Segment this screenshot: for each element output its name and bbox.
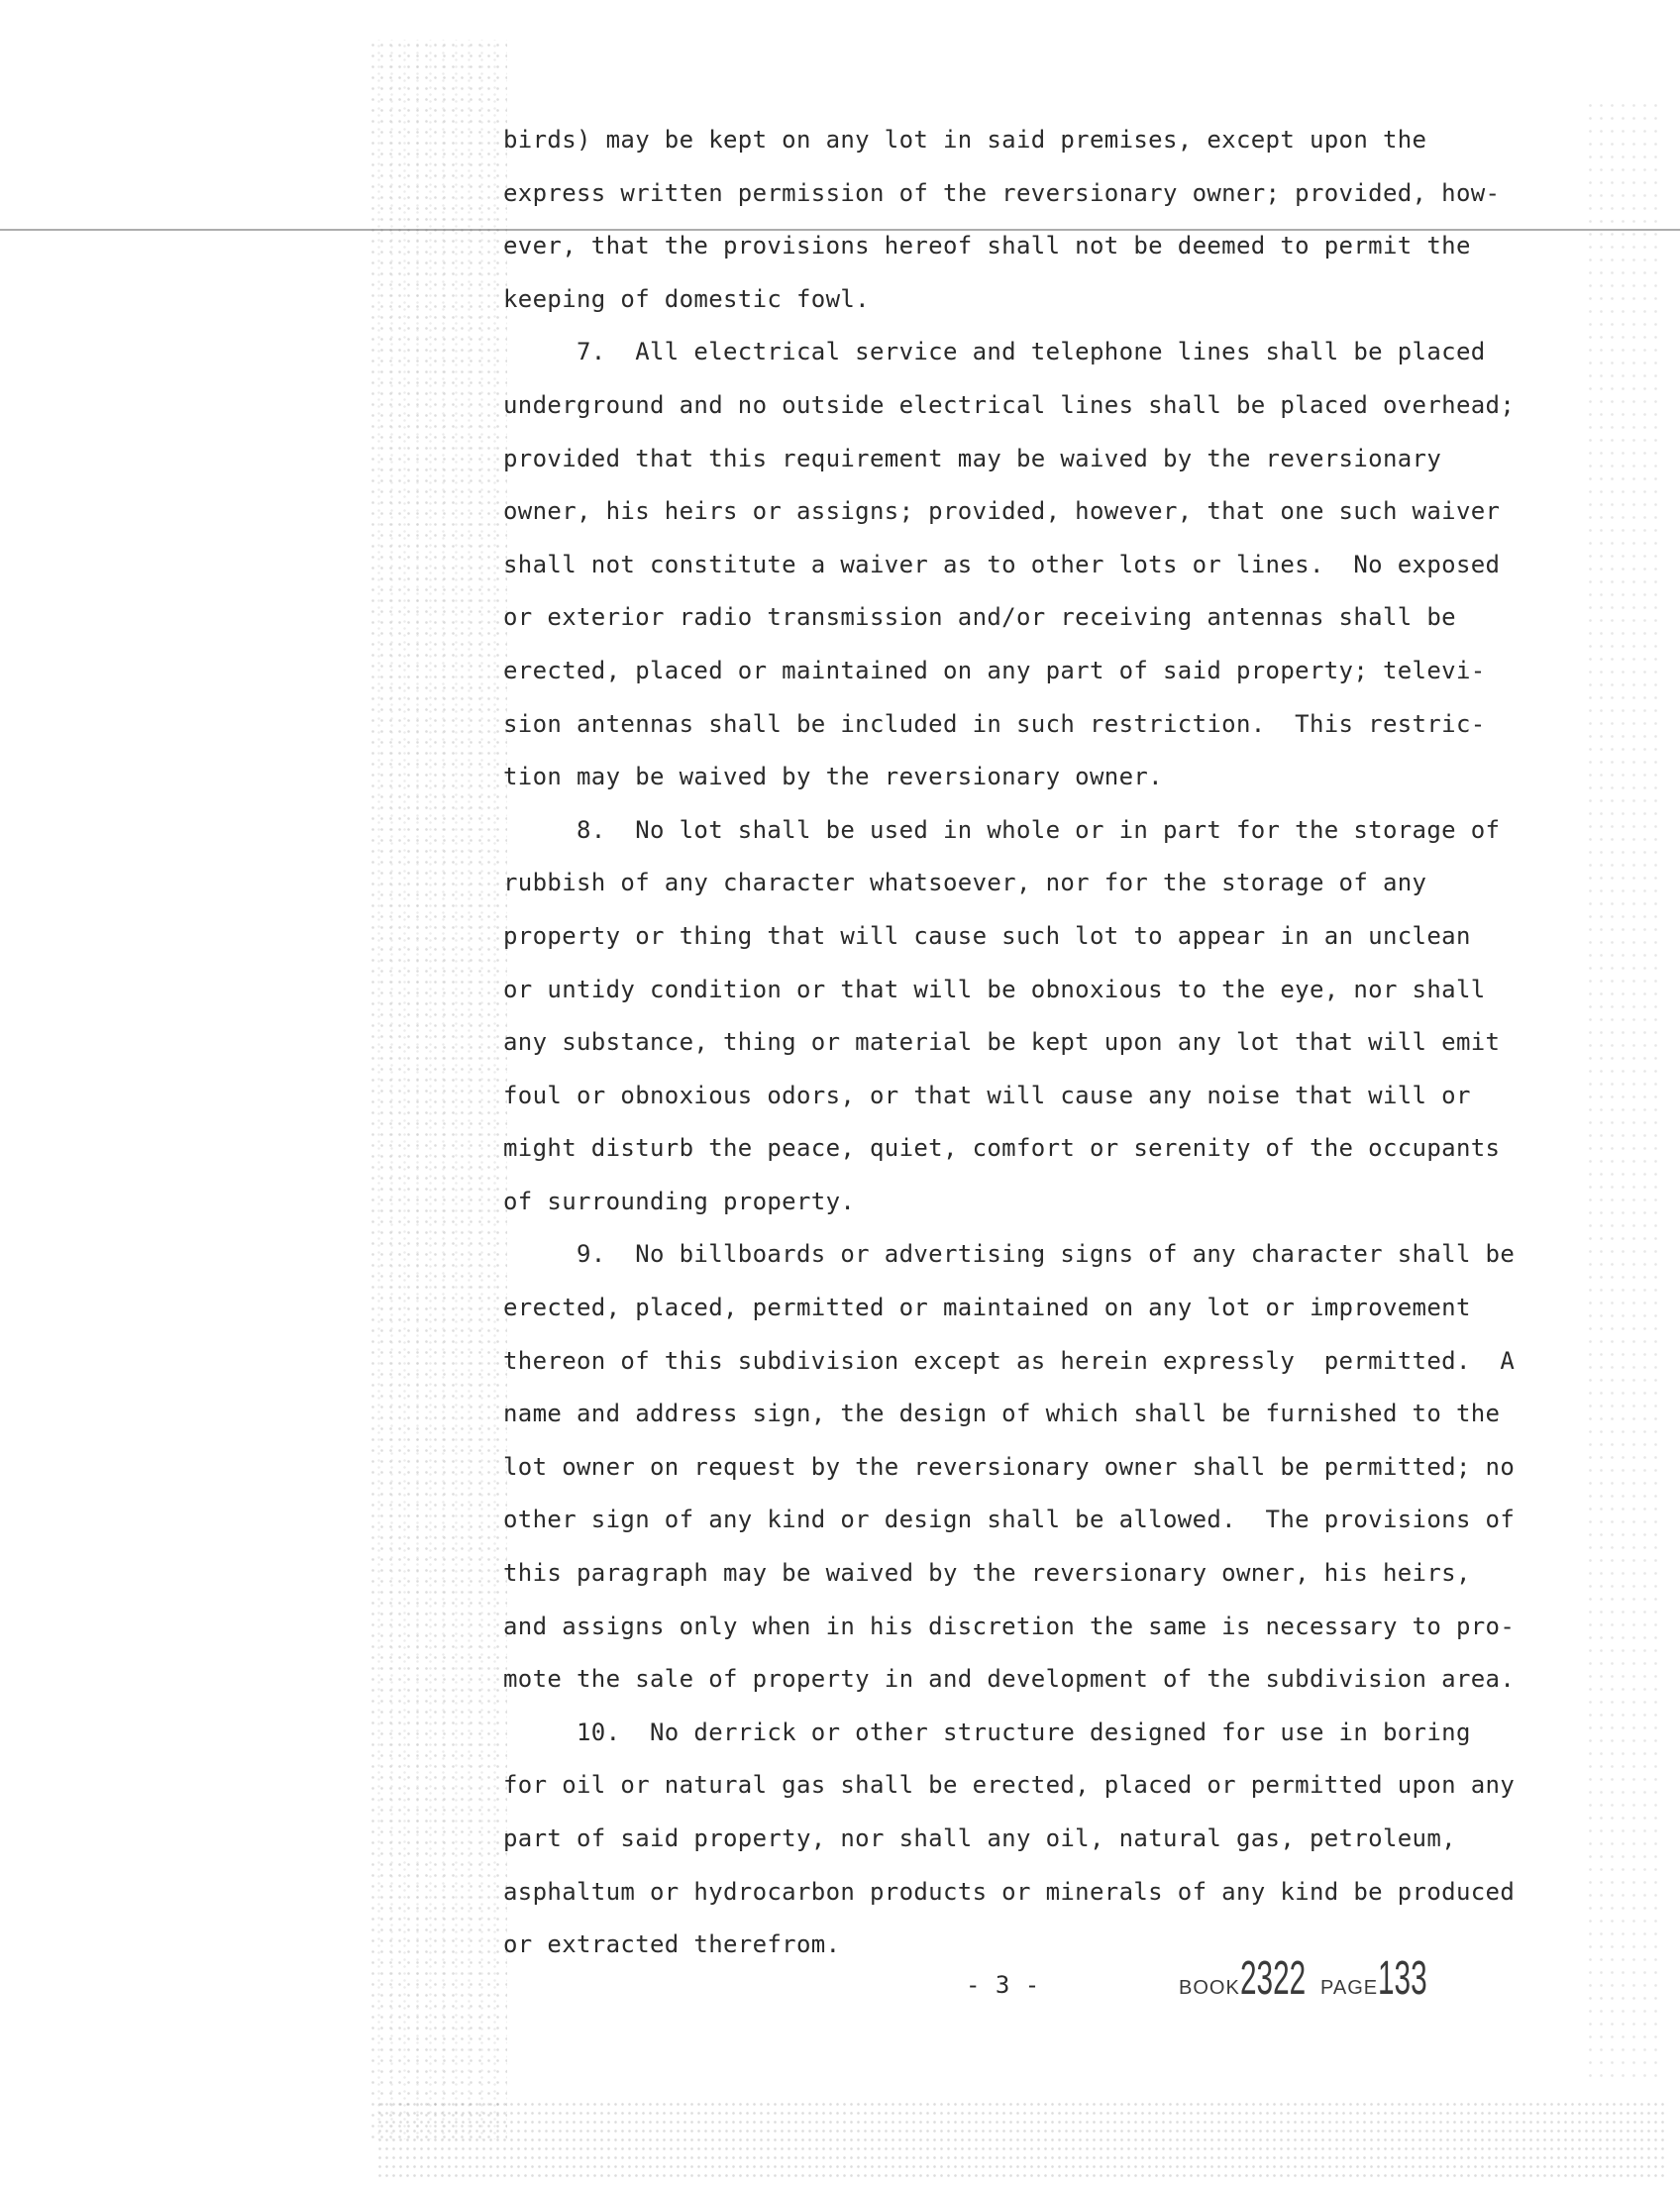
text-line: of surrounding property. — [503, 1187, 856, 1215]
text-line: might disturb the peace, quiet, comfort or serenity of the occupants — [503, 1134, 1501, 1163]
text-line: provided that this requirement may be waived by the reversionary — [503, 444, 1442, 472]
text-line: mote the sale of property in and development of the subdivision area. — [503, 1665, 1516, 1694]
page-value: 133 — [1378, 1952, 1427, 2005]
text-line: erected, placed, permitted or maintained on any lot or improvement — [503, 1294, 1471, 1322]
text-line: and assigns only when in his discretion the same is necessary to pro- — [503, 1612, 1516, 1640]
text-line: ever, that the provisions hereof shall not be deemed to permit the — [503, 232, 1471, 260]
text-line: or untidy condition or that will be obnoxious to the eye, nor shall — [503, 975, 1486, 1003]
scan-noise-left-margin — [368, 40, 507, 2139]
book-page-stamp — [1179, 1951, 1427, 2006]
page-number: - 3 - — [966, 1971, 1040, 1999]
text-line: thereon of this subdivision except as herein expressly permitted. A — [503, 1346, 1516, 1375]
text-line: sion antennas shall be included in such restriction. This restric- — [503, 709, 1486, 738]
text-line: or exterior radio transmission and/or receiving antennas shall be — [503, 603, 1456, 632]
text-line: or extracted therefrom. — [503, 1930, 841, 1959]
text-line: erected, placed or maintained on any part of said property; televi- — [503, 656, 1486, 684]
text-line: this paragraph may be waived by the reversionary owner, his heirs, — [503, 1559, 1471, 1588]
text-line: underground and no outside electrical lines shall be placed overhead; — [503, 390, 1516, 419]
book-label: BOOK — [1179, 1977, 1240, 1999]
scan-noise-bottom-margin — [376, 2100, 1664, 2179]
paragraph-8-start: 8. No lot shall be used in whole or in part for the storage of — [503, 815, 1501, 844]
text-line: foul or obnoxious odors, or that will cause any noise that will or — [503, 1081, 1471, 1109]
book-number: 2322 — [1239, 1952, 1307, 2005]
document-body — [503, 114, 1593, 1972]
text-line: express written permission of the reversionary owner; provided, how- — [503, 178, 1501, 207]
paragraph-7-start: 7. All electrical service and telephone lines shall be placed — [503, 338, 1486, 366]
paragraph-9-start: 9. No billboards or advertising signs of any character shall be — [503, 1240, 1516, 1269]
text-line: any substance, thing or material be kept upon any lot that will emit — [503, 1028, 1501, 1057]
text-line: name and address sign, the design of which shall be furnished to the — [503, 1400, 1501, 1428]
scan-noise-right-margin — [1585, 99, 1664, 2080]
text-line: asphaltum or hydrocarbon products or minerals of any kind be produced — [503, 1877, 1516, 1906]
text-line: shall not constitute a waiver as to other lots or lines. No exposed — [503, 550, 1501, 578]
text-line: part of said property, nor shall any oil, natural gas, petroleum, — [503, 1824, 1456, 1852]
text-line: for oil or natural gas shall be erected, placed or permitted upon any — [503, 1771, 1516, 1800]
page-label: PAGE — [1320, 1977, 1379, 1999]
text-line: property or thing that will cause such lot to appear in an unclean — [503, 921, 1471, 950]
paragraph-10-start: 10. No derrick or other structure designed for use in boring — [503, 1718, 1471, 1746]
text-line: lot owner on request by the reversionary owner shall be permitted; no — [503, 1452, 1516, 1481]
text-line: tion may be waived by the reversionary owner. — [503, 763, 1163, 791]
text-line: other sign of any kind or design shall be allowed. The provisions of — [503, 1506, 1516, 1534]
text-line: rubbish of any character whatsoever, nor for the storage of any — [503, 869, 1427, 897]
text-line: birds) may be kept on any lot in said premises, except upon the — [503, 126, 1427, 154]
text-line: owner, his heirs or assigns; provided, however, that one such waiver — [503, 497, 1501, 526]
text-line: keeping of domestic fowl. — [503, 284, 870, 313]
